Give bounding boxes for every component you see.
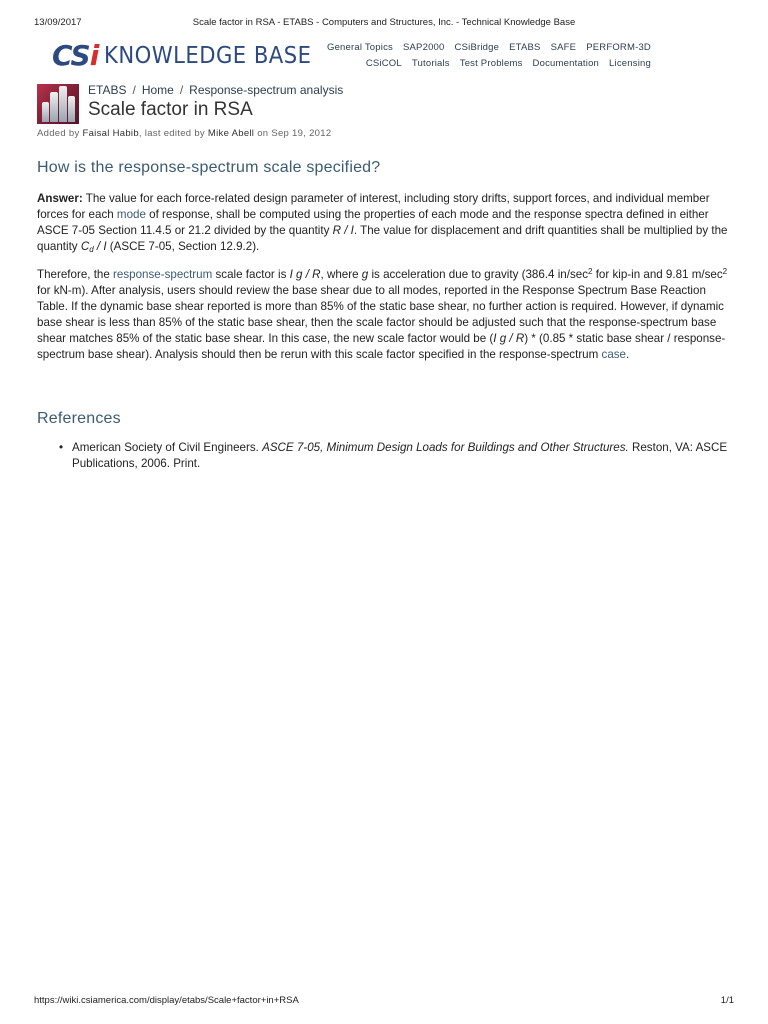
breadcrumb-home[interactable]: Home (141, 83, 174, 97)
nav-link-etabs[interactable]: ETABS (509, 42, 541, 53)
print-date: 13/09/2017 (34, 17, 82, 28)
nav-link-csicol[interactable]: CSiCOL (365, 58, 402, 69)
case-link[interactable]: case (601, 348, 627, 361)
nav-link-general-topics[interactable]: General Topics (326, 42, 393, 53)
site-logo[interactable] (52, 40, 330, 72)
mode-link[interactable]: mode (116, 208, 146, 221)
bullet: • (59, 441, 64, 454)
breadcrumb (88, 83, 343, 97)
print-url: https://wiki.csiamerica.com/display/etabs/Scale+factor+in+RSA (34, 995, 299, 1006)
answer-paragraph: Answer: The value for each force-related design parameter of interest, including story drifts, support forces, and individual member forces for each mode of response, shall be computed using the properties of each mode and the response spectra defined in either ASCE 7-05 Section 11.4.5 or 21.2 divided by the quantity R / I. The value for displacement and drift quantities shall be multiplied by the quantity $C_d$ / I (ASCE 7-05, Section 12.9.2). (37, 192, 728, 254)
print-doc-title: Scale factor in RSA - ETABS - Computers and Structures, Inc. - Technical Knowledge Base (192, 17, 576, 28)
nav-link-documentation[interactable]: Documentation (532, 58, 600, 69)
print-page-number: 1/1 (720, 995, 734, 1006)
nav-row-2 (317, 57, 651, 73)
breadcrumb-separator: / (132, 83, 136, 97)
section-heading-response-spectrum: How is the response-spectrum scale specified? (37, 159, 381, 176)
nav-link-safe[interactable]: SAFE (550, 42, 577, 53)
csi-logo-mark: CSi (52, 39, 99, 72)
references-heading: References (37, 410, 121, 427)
author-link[interactable]: Faisal Habib (82, 128, 139, 139)
print-header (34, 17, 734, 29)
scale-factor-paragraph: Therefore, the response-spectrum scale factor is I g / R, where g is acceleration due to gravity (386.4 $in/\sec^2$ for kip-in and 9.81 $m/\sec^2$ for kN-m). After analysis, users should review the base shear due to all modes, reported in the Response Spectrum Base Reaction Table. If the dynamic base shear reported is more than 85% of the static base shear, no further action is required. However, if dynamic base shear is less than 85% of the static base shear, then the scale factor should be adjusted such that the response-spectrum base shear matches 85% of the static base shear. In this case, the new scale factor would be (I g / R) * (0.85 * static base shear / response-spectrum base shear). Analysis should then be rerun with this scale factor specified in the response-spectrum case. (37, 267, 728, 361)
breadcrumb-response-spectrum-analysis[interactable]: Response-spectrum analysis (189, 83, 344, 97)
breadcrumb-separator: / (179, 83, 184, 97)
print-footer (34, 995, 734, 1007)
breadcrumb-etabs[interactable]: ETABS (88, 83, 127, 97)
nav-link-test-problems[interactable]: Test Problems (459, 58, 523, 69)
response-spectrum-link[interactable]: response-spectrum (113, 268, 213, 281)
edit-date-link[interactable]: Sep 19, 2012 (271, 128, 332, 139)
nav-link-tutorials[interactable]: Tutorials (411, 58, 450, 69)
nav-link-csibridge[interactable]: CSiBridge (454, 42, 500, 53)
list-item: • American Society of Civil Engineers. ASCE 7-05, Minimum Design Loads for Buildings and Other Structures. Reston, VA: ASCE Publications, 2006. Print. (59, 441, 728, 470)
space-logo-icon[interactable] (37, 84, 79, 124)
nav-row-1 (317, 41, 651, 57)
nav-link-sap2000[interactable]: SAP2000 (402, 42, 445, 53)
references-list (37, 440, 732, 472)
knowledge-base-wordmark: KNOWLEDGE BASE (104, 43, 312, 69)
editor-link[interactable]: Mike Abell (207, 128, 255, 139)
answer-label: Answer: (37, 192, 83, 205)
nav-link-perform-3d[interactable]: PERFORM-3D (586, 42, 651, 53)
page-title: Scale factor in RSA (88, 99, 253, 120)
top-navigation (317, 41, 651, 73)
nav-link-licensing[interactable]: Licensing (609, 58, 651, 69)
page-byline: Added by Faisal Habib, last edited by Mike Abell on Sep 19, 2012 (37, 128, 332, 139)
